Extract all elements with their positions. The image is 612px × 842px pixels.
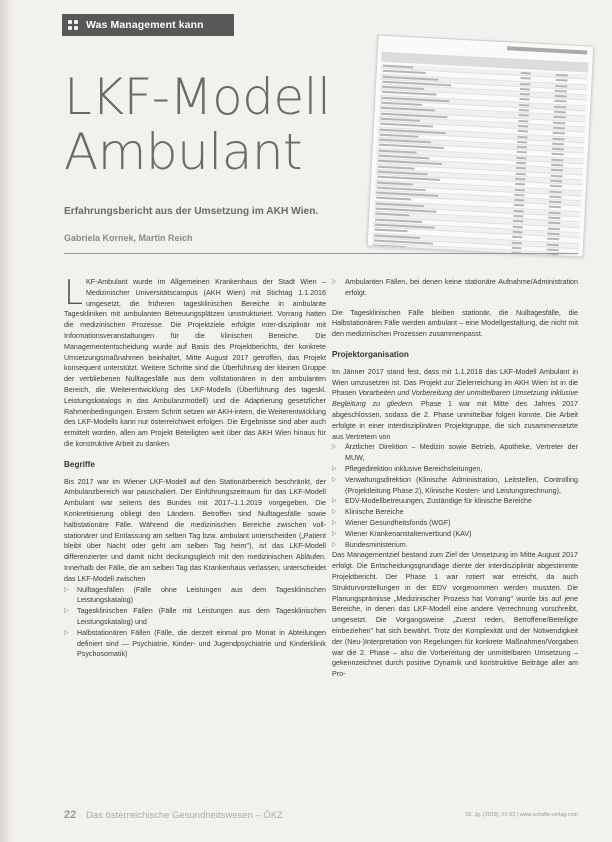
intro-paragraph: LKF-Ambulant wurde im Allgemeinen Krankenhaus der Stadt Wien – Medizinischer Universitätscampus (AKH Wien) mit Stichtag 1.1.2016 umgesetzt, die früheren tagesklinischen Bereiche in ambulante Tageskliniken mit ambulanten Betreuungsplätzen umstrukturiert. Vorrang hatten die medizinischen Prozesse. Die Projektziele erfolgte inter-disziplinär mit Informationsveranstaltungen für die klinischen Bereiche. Die Managemententscheidung wurde auf Basis des Projektberichts, der konkrete Umsetzungsmaßnahmen beinhaltet, Mitte August 2017 getroffen, das Projekt konsequent unterstützt. Weitere Schritte sind die Überführung der kleinen Gruppe der verbliebenen Nulltagesfälle aus dem vollstationären in den ambulanten Bereich, die Weiterentwicklung des LKF-Modells (Überführung des tageskl. Leistungskatalogs in das Ambulanzmodell) und die Adaptierung gesetzlicher Rahmenbedingungen. Erstem Schritt setzen wir AKH-intern, die Weiterentwicklung des LKF-Modells kann nur österreichweit erfolgen. Die Ergebnisse sind aber auch ermittelt worden, allen am Projekt Beteiligten weit über das AKH Wien hinaus für die konstruktive Arbeit zu danken. [64, 273, 326, 448]
article-title [64, 70, 330, 180]
list-item: ▷ Bundesministerium. [332, 540, 578, 551]
list-item: ▷ EDV-Modellbetreuungen, Zuständige für klinische Bereiche [332, 496, 578, 507]
article-authors: Gabriela Kornek, Martin Reich [64, 233, 193, 243]
heading-begriffe: Begriffe [64, 459, 95, 469]
page-gutter-shadow [0, 0, 14, 842]
paragraph: Die Tagesklinischen Fälle bleiben stationär, die Nulltagesfälle, die Halbstationären Fälle werden ambulant – eine Modellgestaltung, die nicht mit den medizinischen Prozessen zusammenpasst. [332, 308, 578, 339]
list-item: ▷ Wiener Gesundheitsfonds (WGF) [332, 518, 578, 529]
case-type-list [64, 585, 326, 661]
section-label: Was Management kann [86, 19, 204, 31]
list-item: ▷ Verwaltungsdirektion (Klinische Administration, Leitstellen, Controlling (Projektleitung Phase 2), Klinische Kosten- und Leistungsrechnung), [332, 475, 578, 497]
four-dots-icon [68, 20, 78, 30]
list-item: ▷ Ambulanten Fällen, bei denen keine stationäre Aufnahme/Administration erfolgt. [332, 277, 578, 299]
list-item: ▷ Halbstationären Fällen (Fälle, die derzeit einmal pro Monat in Abteilungen definiert sind — Psychiatrie, Kinder- und Jugendpsychiatrie und Kinderklinik Psychosomatik) [64, 628, 326, 660]
title-line-2: Ambulant [64, 123, 303, 181]
list-item: ▷ Pflegedirektion inklusive Bereichsleitungen, [332, 464, 578, 475]
article-subtitle: Erfahrungsbericht aus der Umsetzung im AKH Wien. [64, 206, 319, 217]
page-footer [64, 809, 578, 827]
table-illustration [367, 34, 595, 257]
heading-projektorganisation: Projektorganisation [332, 349, 409, 359]
divider [64, 253, 578, 254]
title-line-1: LKF-Modell [64, 68, 331, 126]
page-number: 22 [64, 809, 77, 821]
list-item: ▷ Tagesklinischen Fällen (Fälle mit Leistungen aus dem Tagesklinischen Leistungskatalog) und [64, 606, 326, 628]
case-type-list-cont [332, 277, 578, 299]
drop-cap: L [64, 273, 83, 313]
column-right [332, 277, 578, 680]
list-item: ▷ Nulltagesfällen (Fälle ohne Leistungen aus dem Tagesklinischen Leistungskatalog) [64, 585, 326, 607]
column-left [64, 273, 326, 660]
project-members-list [332, 442, 578, 550]
paragraph: Im Jänner 2017 stand fest, dass mit 1.1.2018 das LKF-Modell Ambulant in Wien umzusetzen ist. Das Projekt zur Zielerreichung im AKH Wien ist in die Phasen Vorarbeiten und Vorbereitung der unmittelbaren Umsetzung inklusive Begleitung zu gliedern. Phase 1 war mit Mitte des Jahres 2017 abgeschlossen, sodass die 2. Phase unmittelbar folgen konnte. Die Arbeit erfolgte in einer interdisziplinären Projektgruppe, die sich zusammensetzte aus Vertretern von [332, 367, 578, 441]
section-header [62, 14, 234, 36]
publication-name: Das österreichische Gesundheitswesen – ÖKZ [86, 810, 283, 821]
paragraph: Das Managementziel bestand zum Ziel der Umsetzung im Mitte August 2017 erfolgt. Die Entscheidungsgrundlage diente der interdisziplinär abgestimmte Projektbericht. Der Phase 1 war rotiert war erreicht, da auch Strukturvorstellungen in der EDV vorgenommen werden mussten. Die Planungsprämisse „Medizinischer Prozess hat Vorrang" wurde bis auf jene Bereiche, in denen das LKF-Modell eine andere Verrechnung vorschreibt, umgesetzt. Die Vorgangsweise „Zuerst reden, Betroffene/Beteiligte einbeziehen" hat sich bewährt. Trotz der Komplexität und der Notwendigkeit der (Neu-)Interpretation von Regelungen für konkrete Maßnahmen/Vorgaben war die 2. Phase – also die Vorbereitung der unmittelbaren Umsetzung – gekennzeichnet durch positive Dynamik und konstruktive Beiträge aller am Pro- [332, 551, 578, 679]
list-item: ▷ Klinische Bereiche [332, 507, 578, 518]
list-item: ▷ Ärztlicher Direktion – Medizin sowie Betrieb, Apotheke, Vertreter der MUW, [332, 442, 578, 464]
list-item: ▷ Wiener Krankenanstaltenverbund (KAV) [332, 529, 578, 540]
begriffe-paragraph: Bis 2017 war im Wiener LKF-Modell auf den Stationärbereich beschränkt, der Ambulanzbereich war pauschaliert. Der Einführungszeitraum für das LKF-Modell Ambulant war seitens des Bundes mit 2017–1.1.2019 vorgegeben. Die Konkretisierung obliegt den Ländern. Betroffen sind Nulltagesfälle sowie halbstationäre Fälle. Während die medizinischen Bereiche zwischen voll-stationärer und Entlassung am selben Tag bzw. ambulant unterscheiden („Patient bleibt über Nacht oder geht am selben Tag heim"), ist das LKF-Modell differenzierter und damit nicht deckungsgleich mit den medizinischen Abläufen. Innerhalb der Fälle, die am selben Tag das Krankenhaus verlassen, unterscheidet das LKF-Modell zwischen [64, 477, 326, 583]
issue-info: 59. Jg. (2018), 01-02 | www.schaffe-verlag.com [465, 812, 578, 818]
